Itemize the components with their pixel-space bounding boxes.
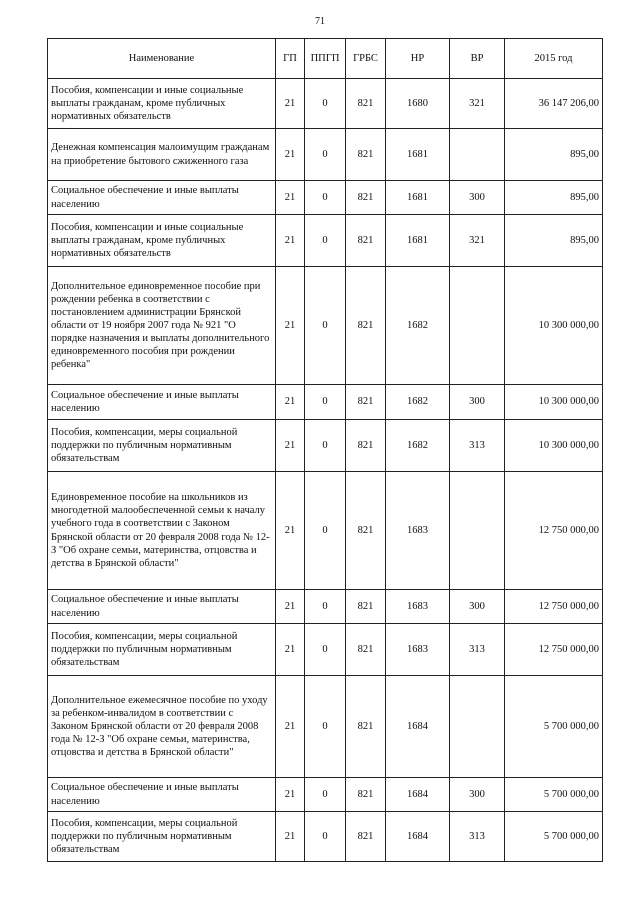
row-vr: 313 <box>450 624 505 676</box>
row-ppgp: 0 <box>305 590 346 624</box>
row-name: Единовременное пособие на школьников из многодетной малообеспеченной семьи к началу учебного года в соответствии с Законом Брянской области от 20 февраля 2008 года № 12-З "Об охране семьи, материнства, отцовства и детства в Брянской области" <box>48 472 276 590</box>
budget-table <box>47 38 603 862</box>
row-gp: 21 <box>276 676 305 778</box>
page-number: 71 <box>315 16 325 27</box>
row-name: Пособия, компенсации, меры социальной поддержки по публичным нормативным обязательствам <box>48 420 276 472</box>
row-grbs: 821 <box>346 79 386 129</box>
row-amount: 12 750 000,00 <box>505 624 603 676</box>
row-name: Пособия, компенсации и иные социальные выплаты гражданам, кроме публичных нормативных обязательств <box>48 215 276 267</box>
row-name: Социальное обеспечение и иные выплаты населению <box>48 778 276 812</box>
row-vr: 300 <box>450 590 505 624</box>
header-name: Наименование <box>48 39 276 79</box>
row-vr: 321 <box>450 215 505 267</box>
row-gp: 21 <box>276 624 305 676</box>
table-row <box>48 624 603 676</box>
row-name: Социальное обеспечение и иные выплаты населению <box>48 590 276 624</box>
table-row <box>48 267 603 385</box>
row-gp: 21 <box>276 420 305 472</box>
row-amount: 895,00 <box>505 181 603 215</box>
row-amount: 895,00 <box>505 129 603 181</box>
table-row <box>48 385 603 420</box>
row-grbs: 821 <box>346 215 386 267</box>
row-nr: 1681 <box>386 181 450 215</box>
row-nr: 1683 <box>386 472 450 590</box>
row-ppgp: 0 <box>305 267 346 385</box>
row-amount: 5 700 000,00 <box>505 778 603 812</box>
row-amount: 36 147 206,00 <box>505 79 603 129</box>
row-gp: 21 <box>276 590 305 624</box>
row-vr: 321 <box>450 79 505 129</box>
row-ppgp: 0 <box>305 420 346 472</box>
row-nr: 1684 <box>386 812 450 862</box>
table-row <box>48 472 603 590</box>
row-gp: 21 <box>276 472 305 590</box>
row-grbs: 821 <box>346 385 386 420</box>
row-vr: 300 <box>450 181 505 215</box>
row-grbs: 821 <box>346 812 386 862</box>
row-gp: 21 <box>276 215 305 267</box>
row-grbs: 821 <box>346 129 386 181</box>
row-vr: 313 <box>450 812 505 862</box>
row-nr: 1683 <box>386 590 450 624</box>
row-ppgp: 0 <box>305 215 346 267</box>
row-nr: 1682 <box>386 420 450 472</box>
row-gp: 21 <box>276 778 305 812</box>
row-gp: 21 <box>276 812 305 862</box>
row-grbs: 821 <box>346 472 386 590</box>
table-row <box>48 676 603 778</box>
row-grbs: 821 <box>346 778 386 812</box>
row-amount: 12 750 000,00 <box>505 472 603 590</box>
row-grbs: 821 <box>346 181 386 215</box>
row-ppgp: 0 <box>305 812 346 862</box>
row-amount: 10 300 000,00 <box>505 267 603 385</box>
row-gp: 21 <box>276 79 305 129</box>
table-row <box>48 778 603 812</box>
row-vr <box>450 267 505 385</box>
row-name: Пособия, компенсации, меры социальной поддержки по публичным нормативным обязательствам <box>48 624 276 676</box>
row-amount: 12 750 000,00 <box>505 590 603 624</box>
row-grbs: 821 <box>346 624 386 676</box>
row-nr: 1682 <box>386 267 450 385</box>
header-grbs: ГРБС <box>346 39 386 79</box>
header-gp: ГП <box>276 39 305 79</box>
row-amount: 10 300 000,00 <box>505 385 603 420</box>
row-ppgp: 0 <box>305 624 346 676</box>
row-name: Социальное обеспечение и иные выплаты населению <box>48 385 276 420</box>
row-gp: 21 <box>276 129 305 181</box>
row-name: Социальное обеспечение и иные выплаты населению <box>48 181 276 215</box>
table-row <box>48 129 603 181</box>
row-amount: 10 300 000,00 <box>505 420 603 472</box>
row-vr <box>450 676 505 778</box>
row-nr: 1680 <box>386 79 450 129</box>
table-row <box>48 181 603 215</box>
row-grbs: 821 <box>346 420 386 472</box>
table-row <box>48 79 603 129</box>
row-vr: 300 <box>450 778 505 812</box>
row-vr <box>450 129 505 181</box>
row-vr <box>450 472 505 590</box>
row-ppgp: 0 <box>305 778 346 812</box>
row-gp: 21 <box>276 267 305 385</box>
row-name: Денежная компенсация малоимущим гражданам на приобретение бытового сжиженного газа <box>48 129 276 181</box>
row-nr: 1684 <box>386 778 450 812</box>
row-grbs: 821 <box>346 676 386 778</box>
row-ppgp: 0 <box>305 79 346 129</box>
row-name: Пособия, компенсации и иные социальные выплаты гражданам, кроме публичных нормативных обязательств <box>48 79 276 129</box>
row-nr: 1683 <box>386 624 450 676</box>
row-nr: 1681 <box>386 215 450 267</box>
header-nr: НР <box>386 39 450 79</box>
row-ppgp: 0 <box>305 676 346 778</box>
row-nr: 1684 <box>386 676 450 778</box>
row-vr: 300 <box>450 385 505 420</box>
row-ppgp: 0 <box>305 472 346 590</box>
row-ppgp: 0 <box>305 129 346 181</box>
table-row <box>48 812 603 862</box>
row-grbs: 821 <box>346 267 386 385</box>
row-vr: 313 <box>450 420 505 472</box>
header-vr: ВР <box>450 39 505 79</box>
row-nr: 1681 <box>386 129 450 181</box>
row-gp: 21 <box>276 385 305 420</box>
row-grbs: 821 <box>346 590 386 624</box>
row-ppgp: 0 <box>305 385 346 420</box>
row-name: Пособия, компенсации, меры социальной поддержки по публичным нормативным обязательствам <box>48 812 276 862</box>
table-row <box>48 590 603 624</box>
row-amount: 5 700 000,00 <box>505 676 603 778</box>
row-gp: 21 <box>276 181 305 215</box>
row-ppgp: 0 <box>305 181 346 215</box>
table-row <box>48 215 603 267</box>
row-name: Дополнительное единовременное пособие при рождении ребенка в соответствии с постановлением администрации Брянской области от 19 ноября 2007 года № 921 "О порядке назначения и выплаты дополнительного единовременного пособия при рождении ребенка" <box>48 267 276 385</box>
header-year: 2015 год <box>505 39 603 79</box>
header-ppgp: ППГП <box>305 39 346 79</box>
row-nr: 1682 <box>386 385 450 420</box>
table-row <box>48 420 603 472</box>
row-name: Дополнительное ежемесячное пособие по уходу за ребенком-инвалидом в соответствии с Законом Брянской области от 20 февраля 2008 года № 12-З "Об охране семьи, материнства, отцовства и детства в Брянской области" <box>48 676 276 778</box>
table-header-row <box>48 39 603 79</box>
row-amount: 5 700 000,00 <box>505 812 603 862</box>
row-amount: 895,00 <box>505 215 603 267</box>
